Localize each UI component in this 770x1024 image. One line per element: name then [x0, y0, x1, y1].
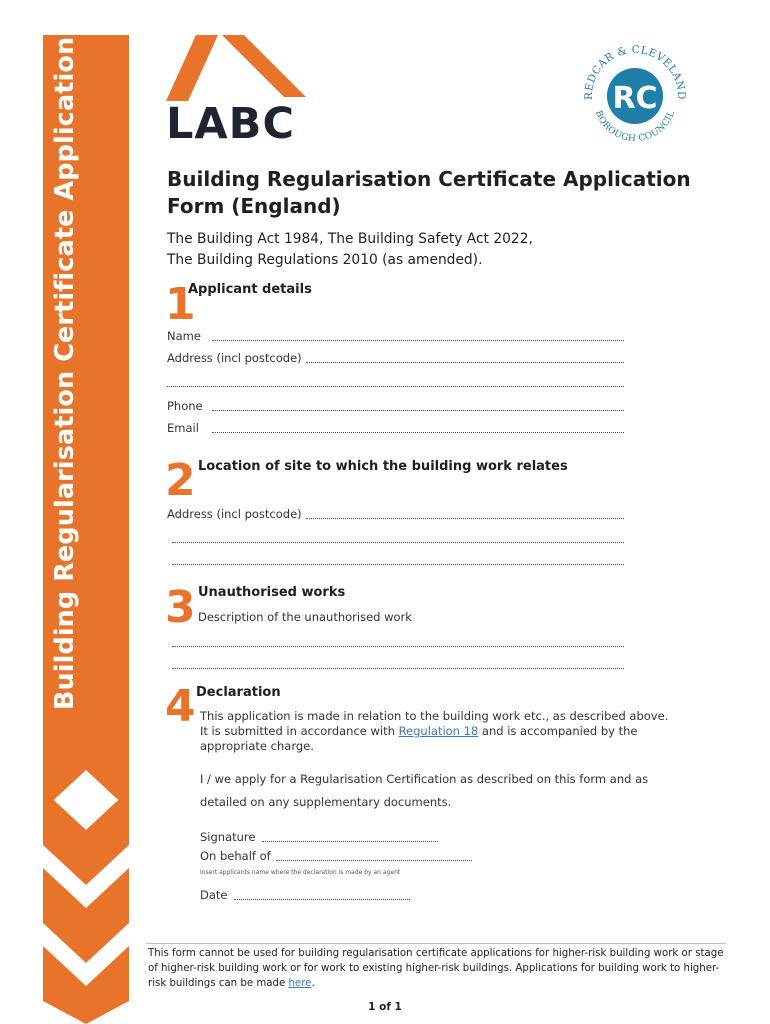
- site-address-field-line3[interactable]: [172, 564, 624, 565]
- email-field[interactable]: [212, 432, 624, 433]
- section-3-number: 3: [165, 582, 196, 633]
- footer-divider: [146, 943, 726, 944]
- section-2-number: 2: [165, 455, 196, 506]
- application-statement: I / we apply for a Regularisation Certification as described on this form and as detailed on any supplementary documents.: [200, 772, 649, 809]
- section-4-number: 4: [165, 681, 196, 732]
- labc-roof-logo-icon: [166, 35, 306, 101]
- higher-risk-applications-link[interactable]: here: [288, 978, 312, 989]
- phone-field[interactable]: [212, 410, 624, 411]
- applicant-address-label: Address (incl postcode): [167, 351, 302, 365]
- section-2-title: Location of site to which the building work relates: [198, 459, 568, 474]
- name-field[interactable]: [212, 340, 624, 341]
- declaration-paragraph: This application is made in relation to the building work etc., as described above. It is submitted in accordance with Regulation 18 and is accompanied by the appropriate charge.: [200, 709, 669, 753]
- site-address-field-line2[interactable]: [172, 542, 624, 543]
- acts-subtitle: The Building Act 1984, The Building Safety Act 2022, The Building Regulations 2010 (as amended).: [167, 231, 533, 268]
- seal-monogram: RC: [612, 81, 658, 116]
- agent-note: Insert applicants name where the declaration is made by an agent: [200, 869, 401, 876]
- section-1-number: 1: [165, 279, 196, 330]
- site-address-field[interactable]: [306, 518, 624, 519]
- labc-logo-text: LABC: [166, 99, 296, 149]
- form-title: Building Regularisation Certificate Application Form (England): [167, 167, 691, 218]
- email-label: Email: [167, 421, 199, 435]
- applicant-address-field-line2[interactable]: [167, 386, 624, 387]
- on-behalf-of-label: On behalf of: [200, 849, 271, 863]
- signature-label: Signature: [200, 830, 256, 844]
- site-address-label: Address (incl postcode): [167, 507, 302, 521]
- date-field[interactable]: [234, 899, 410, 900]
- on-behalf-of-field[interactable]: [276, 860, 472, 861]
- signature-field[interactable]: [262, 841, 438, 842]
- regulation-18-link[interactable]: Regulation 18: [398, 724, 479, 738]
- seal-bottom-text: BOROUGH COUNCIL: [592, 109, 678, 145]
- section-1-title: Applicant details: [188, 282, 312, 297]
- section-3-title: Unauthorised works: [198, 585, 346, 600]
- phone-label: Phone: [167, 399, 203, 413]
- footer-notice: This form cannot be used for building regularisation certificate applications for higher-risk building work or stage of higher-risk building work or for work to existing higher-risk buildings. Applications for building work to higher- risk buildings can be made here.: [148, 948, 724, 989]
- sidebar-title: Building Regularisation Certificate Application: [50, 36, 80, 710]
- section-4-title: Declaration: [196, 685, 281, 700]
- seal-top-text: REDCAR & CLEVELAND: [582, 43, 688, 101]
- unauthorised-work-field[interactable]: [172, 646, 624, 647]
- name-label: Name: [167, 329, 201, 343]
- page-number: 1 of 1: [368, 1001, 402, 1013]
- unauthorised-work-description-label: Description of the unauthorised work: [198, 610, 412, 624]
- applicant-address-field[interactable]: [306, 362, 624, 363]
- unauthorised-work-field-line2[interactable]: [172, 668, 624, 669]
- council-seal-logo: [580, 38, 690, 148]
- date-label: Date: [200, 888, 228, 902]
